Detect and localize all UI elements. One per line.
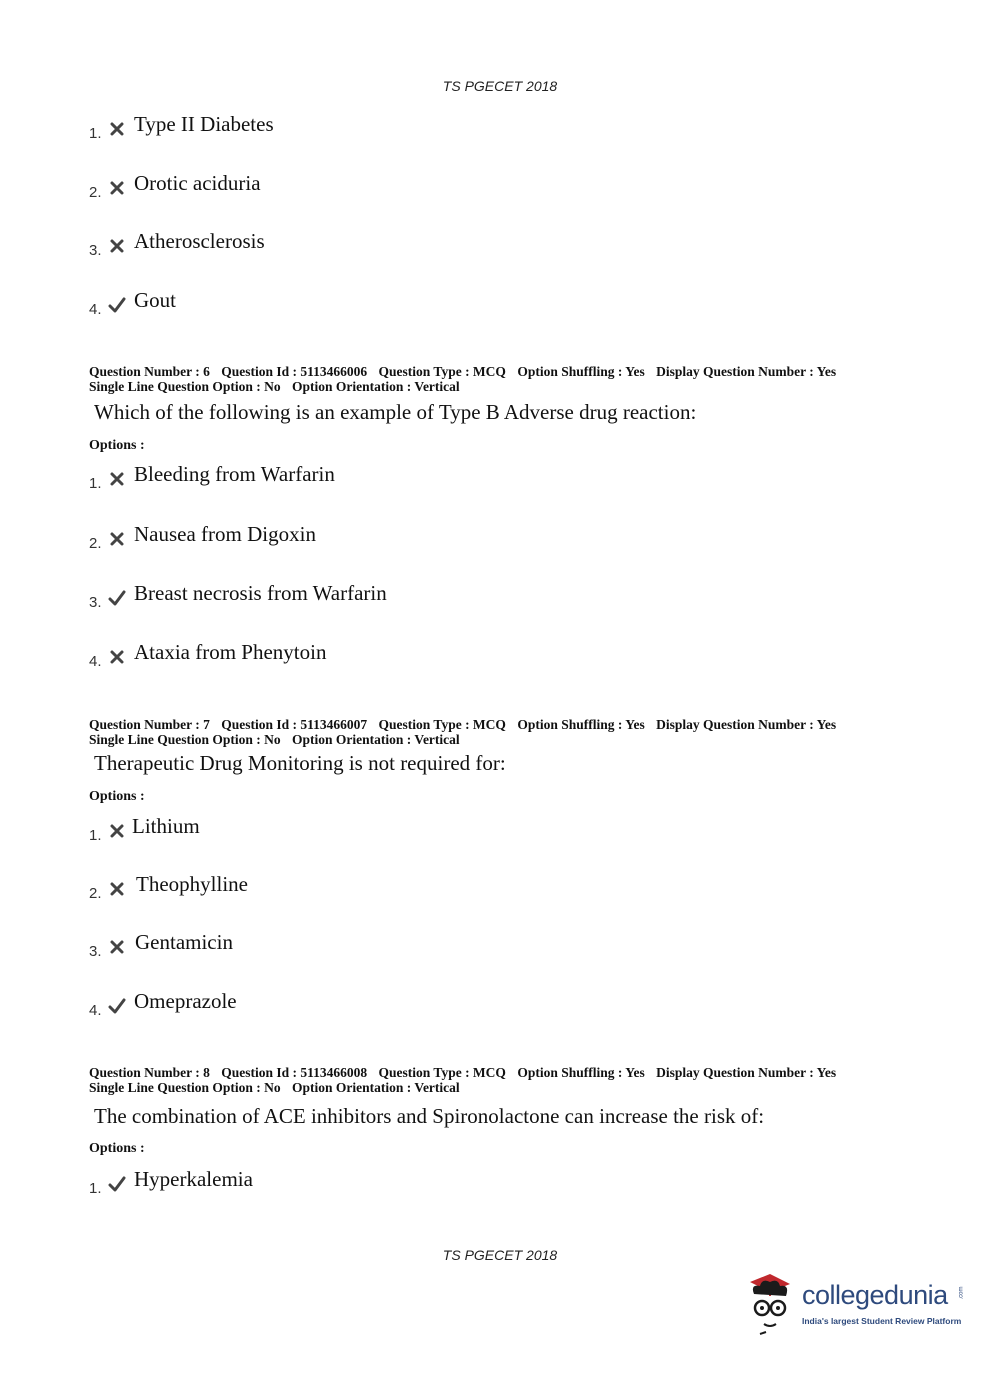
option-text: Type II Diabetes (134, 112, 274, 136)
student-mascot-icon (740, 1268, 800, 1338)
option-number: 4. (89, 1002, 102, 1019)
meta-question-type: Question Type : MCQ (378, 717, 506, 732)
meta-option-shuffling: Option Shuffling : Yes (517, 364, 645, 379)
meta-question-number: Question Number : 8 (89, 1065, 210, 1080)
option-number: 4. (89, 653, 102, 670)
option-number: 4. (89, 301, 102, 318)
option-text: Lithium (132, 814, 200, 838)
option-number: 2. (89, 184, 102, 201)
check-icon (108, 1175, 126, 1193)
option-number: 3. (89, 594, 102, 611)
meta-orientation: Option Orientation : Vertical (292, 732, 460, 747)
question-text: Therapeutic Drug Monitoring is not required for: (94, 751, 506, 775)
option-text: Ataxia from Phenytoin (134, 640, 327, 664)
option-number: 1. (89, 827, 102, 844)
option-text: Hyperkalemia (134, 1167, 253, 1191)
options-label: Options : (89, 1141, 145, 1156)
cross-icon (108, 120, 126, 138)
meta-single-line: Single Line Question Option : No (89, 1080, 281, 1095)
meta-orientation: Option Orientation : Vertical (292, 379, 460, 394)
collegedunia-logo[interactable] (740, 1268, 970, 1340)
cross-icon (108, 237, 126, 255)
cross-icon (108, 938, 126, 956)
page-footer: TS PGECET 2018 (442, 1247, 558, 1263)
meta-orientation: Option Orientation : Vertical (292, 1080, 460, 1095)
check-icon (108, 589, 126, 607)
options-label: Options : (89, 789, 145, 804)
meta-question-number: Question Number : 6 (89, 364, 210, 379)
option-text: Breast necrosis from Warfarin (134, 581, 387, 605)
logo-com: .com (958, 1286, 965, 1300)
question-meta (89, 1065, 889, 1095)
check-icon (108, 997, 126, 1015)
meta-display-number: Display Question Number : Yes (656, 717, 837, 732)
option-text: Nausea from Digoxin (134, 522, 316, 546)
cross-icon (108, 179, 126, 197)
option-text: Gentamicin (135, 930, 233, 954)
question-text: The combination of ACE inhibitors and Spironolactone can increase the risk of: (94, 1104, 765, 1128)
cross-icon (108, 530, 126, 548)
option-number: 2. (89, 535, 102, 552)
meta-single-line: Single Line Question Option : No (89, 732, 281, 747)
cross-icon (108, 648, 126, 666)
check-icon (108, 296, 126, 314)
cross-icon (108, 880, 126, 898)
meta-question-id: Question Id : 5113466008 (221, 1065, 368, 1080)
meta-question-type: Question Type : MCQ (378, 364, 506, 379)
question-meta (89, 364, 889, 394)
logo-brand: collegedunia (802, 1280, 948, 1310)
question-text: Which of the following is an example of Type B Adverse drug reaction: (94, 400, 697, 424)
meta-option-shuffling: Option Shuffling : Yes (517, 717, 645, 732)
option-text: Theophylline (136, 872, 248, 896)
logo-tagline: India's largest Student Review Platform (802, 1316, 962, 1326)
meta-single-line: Single Line Question Option : No (89, 379, 281, 394)
option-text: Gout (134, 288, 176, 312)
option-text: Bleeding from Warfarin (134, 462, 335, 486)
option-text: Omeprazole (134, 989, 237, 1013)
cross-icon (108, 822, 126, 840)
option-number: 1. (89, 475, 102, 492)
meta-question-number: Question Number : 7 (89, 717, 210, 732)
options-label: Options : (89, 438, 145, 453)
meta-question-id: Question Id : 5113466006 (221, 364, 368, 379)
option-number: 1. (89, 125, 102, 142)
meta-display-number: Display Question Number : Yes (656, 364, 837, 379)
option-text: Orotic aciduria (134, 171, 261, 195)
option-number: 1. (89, 1180, 102, 1197)
option-text: Atherosclerosis (134, 229, 265, 253)
cross-icon (108, 470, 126, 488)
meta-question-id: Question Id : 5113466007 (221, 717, 368, 732)
option-number: 3. (89, 242, 102, 259)
option-number: 3. (89, 943, 102, 960)
question-meta (89, 717, 889, 747)
meta-display-number: Display Question Number : Yes (656, 1065, 837, 1080)
option-number: 2. (89, 885, 102, 902)
meta-question-type: Question Type : MCQ (378, 1065, 506, 1080)
meta-option-shuffling: Option Shuffling : Yes (517, 1065, 645, 1080)
page-header: TS PGECET 2018 (442, 78, 558, 94)
